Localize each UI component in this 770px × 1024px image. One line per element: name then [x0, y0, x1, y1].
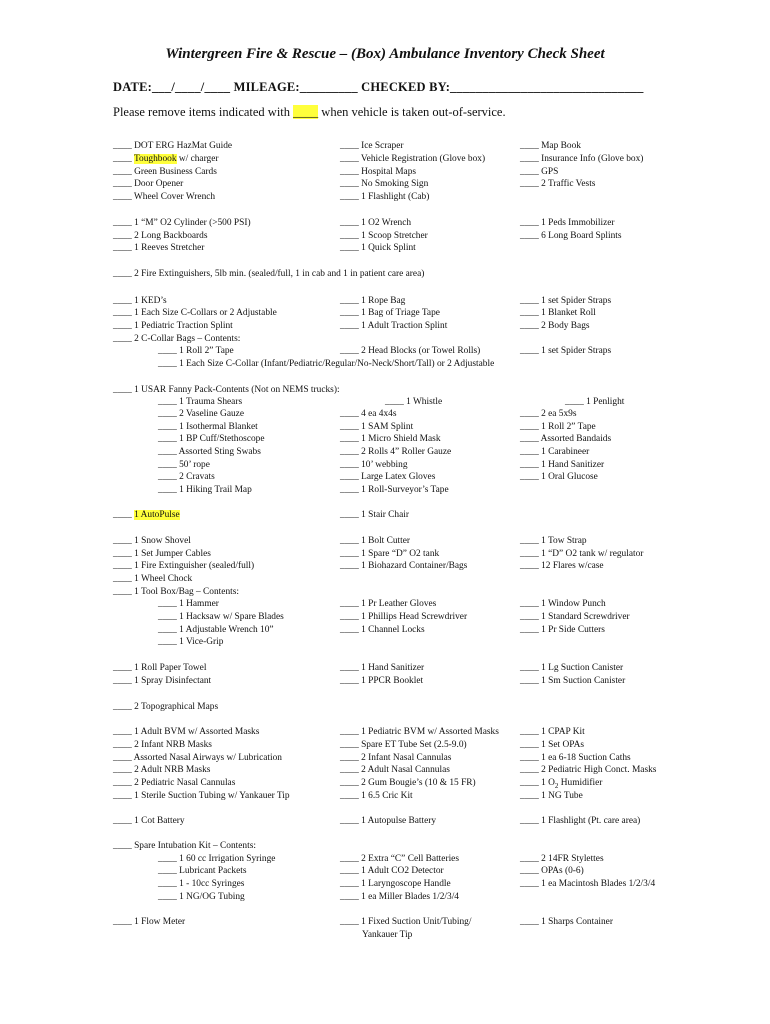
inventory-item	[158, 421, 258, 433]
inventory-item	[340, 560, 467, 572]
inventory-item	[520, 535, 587, 547]
item-text: ____ 1 Autopulse Battery	[340, 816, 437, 826]
inventory-item	[520, 166, 558, 178]
item-text: ____ 2 Adult NRB Masks	[113, 765, 211, 775]
item-text: ____ 1 Fire Extinguisher (sealed/full)	[113, 561, 255, 571]
inventory-item	[340, 916, 471, 928]
inventory-item	[340, 408, 397, 420]
item-text: ____ 1 Roll 2” Tape	[520, 422, 596, 432]
inventory-item	[158, 878, 244, 890]
inventory-item	[340, 611, 467, 623]
item-text: ____ 2 14FR Stylettes	[520, 854, 604, 864]
item-text: ____ 1 Adult BVM w/ Assorted Masks	[113, 727, 260, 737]
inventory-item	[520, 624, 605, 636]
inventory-item	[340, 598, 436, 610]
inventory-item	[520, 764, 656, 776]
inventory-item	[340, 433, 441, 445]
inventory-item	[520, 140, 581, 152]
inventory-item	[113, 230, 208, 242]
inventory-item	[520, 790, 583, 802]
item-text: ____ 2 Fire Extinguishers, 5lb min. (sealed/full, 1 in cab and 1 in patient care area)	[113, 269, 425, 279]
item-text: ____ 1 Hacksaw w/ Spare Blades	[158, 612, 284, 622]
inventory-item	[113, 573, 192, 585]
item-text: ____ 1 Vice-Grip	[158, 637, 224, 647]
item-text: ____ 1 Lg Suction Canister	[520, 663, 624, 673]
inventory-item	[340, 535, 410, 547]
item-text: ____ 1 KED’s	[113, 296, 167, 306]
inventory-item	[340, 421, 413, 433]
item-text: ____ 1 Quick Splint	[340, 243, 416, 253]
inventory-item	[340, 217, 411, 229]
inventory-item	[340, 166, 416, 178]
inventory-item	[113, 701, 218, 713]
item-text: ____ 1 Cot Battery	[113, 816, 185, 826]
inventory-item	[113, 662, 206, 674]
inventory-item	[158, 459, 210, 471]
inventory-item	[385, 396, 442, 408]
item-text: ____ 1 Snow Shovel	[113, 536, 191, 546]
item-text: ____ 1 SAM Splint	[340, 422, 414, 432]
inventory-item	[158, 611, 284, 623]
item-text: ____ 1 Flow Meter	[113, 917, 186, 927]
item-text: ____ Map Book	[520, 141, 581, 151]
item-text: ____ Ice Scraper	[340, 141, 404, 151]
item-text: ____ Spare Intubation Kit – Contents:	[113, 841, 256, 851]
inventory-item	[113, 268, 424, 280]
inventory-item	[113, 509, 180, 521]
inventory-item	[158, 358, 494, 370]
inventory-item	[340, 153, 485, 165]
inventory-item	[158, 396, 242, 408]
inventory-item	[113, 586, 239, 598]
item-text: ____ 2 Long Backboards	[113, 231, 208, 241]
inventory-item	[113, 140, 232, 152]
inventory-item	[565, 396, 624, 408]
item-text: ____ 2 Rolls 4” Roller Gauze	[340, 447, 452, 457]
inventory-item	[113, 178, 183, 190]
item-text: ____ Green Business Cards	[113, 167, 217, 177]
item-text: ____ 12 Flares w/case	[520, 561, 604, 571]
inventory-item	[113, 840, 256, 852]
inventory-item	[340, 191, 429, 203]
inventory-item	[520, 307, 596, 319]
item-text: ____ 1 set Spider Straps	[520, 296, 612, 306]
item-text: ____ 1 Flashlight (Pt. care area)	[520, 816, 641, 826]
item-text: ____ 1 Reeves Stretcher	[113, 243, 205, 253]
item-text: ____ 1 Flashlight (Cab)	[340, 192, 430, 202]
item-text: ____ 2 Adult Nasal Cannulas	[340, 765, 450, 775]
inventory-item	[362, 929, 412, 941]
inventory-item	[520, 739, 584, 751]
inventory-item	[520, 853, 604, 865]
inventory-item	[340, 548, 439, 560]
item-text: ____ 1 Standard Screwdriver	[520, 612, 630, 622]
item-text: ____ 2 Pediatric High Conct. Masks	[520, 765, 657, 775]
item-text: ____ 1 Blanket Roll	[520, 308, 596, 318]
item-text: ____ Assorted Sting Swabs	[158, 447, 261, 457]
inventory-item	[158, 624, 274, 636]
item-text: ____ 1 Pr Leather Gloves	[340, 599, 437, 609]
inventory-item	[340, 624, 425, 636]
note-highlight-marker: ____	[293, 105, 319, 119]
inventory-item	[340, 446, 451, 458]
item-text: ____ 10’ webbing	[340, 460, 408, 470]
item-text: ____ 1 ea Macintosh Blades 1/2/3/4	[520, 879, 656, 889]
item-text: ____ 2 Topographical Maps	[113, 702, 219, 712]
item-text: ____ Door Opener	[113, 179, 184, 189]
item-text: ____ 1 ea Miller Blades 1/2/3/4	[340, 892, 459, 902]
item-text: ____ 1 “M” O2 Cylinder (>500 PSI)	[113, 218, 251, 228]
item-text: ____ 1 Phillips Head Screwdriver	[340, 612, 468, 622]
inventory-item	[113, 726, 259, 738]
item-text: ____ 2 Pediatric Nasal Cannulas	[113, 778, 236, 788]
inventory-item	[520, 178, 595, 190]
item-text: ____ 1 CPAP Kit	[520, 727, 585, 737]
inventory-item	[158, 345, 234, 357]
inventory-item	[113, 307, 277, 319]
item-text: ____ 1 Wheel Chock	[113, 574, 193, 584]
item-text: ____ 1 Pediatric Traction Splint	[113, 321, 233, 331]
inventory-item	[340, 178, 428, 190]
inventory-item	[520, 471, 598, 483]
note-prefix: Please remove items indicated with	[113, 105, 294, 119]
item-text: ____ 1 Adjustable Wrench 10”	[158, 625, 274, 635]
inventory-item	[520, 752, 631, 764]
item-text: ____ Insurance Info (Glove box)	[520, 154, 644, 164]
item-text: ____ 1 Set Jumper Cables	[113, 549, 211, 559]
item-text: ____	[113, 154, 134, 164]
inventory-item	[340, 815, 436, 827]
item-text: ____ 2 Extra “C” Cell Batteries	[340, 854, 459, 864]
item-text: ____ 2 Infant Nasal Cannulas	[340, 753, 452, 763]
inventory-item	[158, 471, 215, 483]
inventory-item	[113, 191, 215, 203]
item-text: ____ 1 Penlight	[565, 397, 625, 407]
item-text: ____ 1 Each Size C-Collar (Infant/Pediatric/Regular/No-Neck/Short/Tall) or 2 Adjustable	[158, 359, 495, 369]
inventory-item	[520, 230, 622, 242]
item-text: ____ 1 Sharps Container	[520, 917, 613, 927]
item-text: ____ 1 Bag of Triage Tape	[340, 308, 440, 318]
item-highlight: 1 AutoPulse	[134, 510, 180, 520]
inventory-item	[158, 598, 219, 610]
item-text: ____ 2 Gum Bougie’s (10 & 15 FR)	[340, 778, 476, 788]
inventory-item	[520, 408, 577, 420]
inventory-item	[340, 320, 447, 332]
item-text-suffix: Humidifier	[558, 778, 603, 788]
inventory-item	[158, 433, 265, 445]
inventory-item	[340, 662, 424, 674]
inventory-item	[158, 484, 252, 496]
item-text: ____ 1 Set OPAs	[520, 740, 584, 750]
inventory-item	[113, 752, 282, 764]
inventory-item	[158, 865, 247, 877]
item-text: ____ No Smoking Sign	[340, 179, 429, 189]
item-subscript: 2	[554, 781, 559, 790]
inventory-item	[113, 295, 167, 307]
item-text: ____ 2 Cravats	[158, 472, 215, 482]
inventory-item	[340, 307, 440, 319]
item-text: ____ 1 Oral Glucose	[520, 472, 598, 482]
item-text: ____ 1 Isothermal Blanket	[158, 422, 258, 432]
inventory-item	[340, 484, 449, 496]
item-text: ____ 1 Rope Bag	[340, 296, 406, 306]
item-text: ____ 1 Tow Strap	[520, 536, 587, 546]
item-text: ____ 1 Peds Immobilizer	[520, 218, 615, 228]
inventory-item	[340, 726, 499, 738]
inventory-item	[340, 471, 435, 483]
item-text: ____ 1 Trauma Shears	[158, 397, 243, 407]
inventory-item	[520, 153, 643, 165]
inventory-item	[520, 217, 615, 229]
item-text: ____ 1 Hammer	[158, 599, 219, 609]
item-text: ____ 1 Window Punch	[520, 599, 606, 609]
inventory-item	[113, 739, 212, 751]
item-text: ____ 1 Roll 2” Tape	[158, 346, 234, 356]
inventory-item	[520, 815, 640, 827]
inventory-item	[113, 166, 217, 178]
item-text: ____ 1 Fixed Suction Unit/Tubing/	[340, 917, 472, 927]
inventory-item	[340, 764, 450, 776]
item-text: ____ 50’ rope	[158, 460, 210, 470]
item-text: ____ 1 ea 6-18 Suction Caths	[520, 753, 631, 763]
item-text: ____ 1 Sterile Suction Tubing w/ Yankauer Tip	[113, 791, 290, 801]
inventory-item	[113, 675, 211, 687]
inventory-item	[158, 891, 245, 903]
inventory-item	[520, 345, 611, 357]
item-text: ____ 1 Scoop Stretcher	[340, 231, 428, 241]
inventory-item	[340, 140, 404, 152]
item-text: ____ 2 Body Bags	[520, 321, 590, 331]
item-text: ____ 1 Tool Box/Bag – Contents:	[113, 587, 239, 597]
inventory-item	[113, 815, 185, 827]
item-text: ____ 1 Laryngoscope Handle	[340, 879, 451, 889]
inventory-item	[340, 790, 413, 802]
item-text: ____ 1 Roll Paper Towel	[113, 663, 207, 673]
inventory-item	[520, 320, 590, 332]
page-title: Wintergreen Fire & Rescue – (Box) Ambulance Inventory Check Sheet	[165, 46, 605, 62]
inventory-item	[340, 752, 451, 764]
inventory-item	[340, 509, 409, 521]
item-text: ____ 1 Roll-Surveyor’s Tape	[340, 485, 449, 495]
inventory-item	[158, 408, 244, 420]
item-text: ____ DOT ERG HazMat Guide	[113, 141, 233, 151]
inventory-item	[340, 777, 476, 789]
item-text: ____ 1 Pr Side Cutters	[520, 625, 605, 635]
item-highlight: Toughbook	[133, 154, 177, 164]
inventory-item	[340, 459, 408, 471]
inventory-item	[520, 865, 584, 877]
item-text: ____ Vehicle Registration (Glove box)	[340, 154, 486, 164]
item-text: ____ Spare ET Tube Set (2.5-9.0)	[340, 740, 467, 750]
inventory-item	[520, 878, 655, 890]
item-text: ____ Hospital Maps	[340, 167, 417, 177]
inventory-item	[520, 675, 625, 687]
item-text: ____ 1 Each Size C-Collars or 2 Adjustable	[113, 308, 277, 318]
item-text: ____ GPS	[520, 167, 559, 177]
item-text: ____ 2 Traffic Vests	[520, 179, 596, 189]
inventory-item	[520, 662, 623, 674]
inventory-item	[520, 446, 589, 458]
item-text: ____ 1 Adult CO2 Detector	[340, 866, 444, 876]
item-text: ____ 1 Adult Traction Splint	[340, 321, 448, 331]
inventory-item	[340, 675, 423, 687]
inventory-item	[113, 790, 290, 802]
item-text: ____ 1 PPCR Booklet	[340, 676, 424, 686]
item-text: ____ 2 C-Collar Bags – Contents:	[113, 334, 241, 344]
inventory-item	[520, 548, 643, 560]
inventory-item	[113, 320, 233, 332]
inventory-item	[520, 459, 604, 471]
inventory-item	[340, 878, 451, 890]
inventory-item	[113, 548, 211, 560]
item-text: ____ 1 - 10cc Syringes	[158, 879, 245, 889]
inventory-item	[340, 853, 459, 865]
item-text: ____ 1 6.5 Cric Kit	[340, 791, 413, 801]
item-text: ____	[113, 510, 135, 520]
item-text: ____ 1 Sm Suction Canister	[520, 676, 626, 686]
item-text: ____ Assorted Bandaids	[520, 434, 612, 444]
inventory-item	[340, 739, 467, 751]
inventory-item	[113, 242, 204, 254]
note-suffix: when vehicle is taken out-of-service.	[318, 105, 506, 119]
inventory-item	[520, 598, 606, 610]
item-text: ____ 1 BP Cuff/Stethoscope	[158, 434, 265, 444]
item-text: ____ 1 Carabineer	[520, 447, 590, 457]
inventory-item	[340, 891, 459, 903]
item-text: ____ 1 O	[520, 778, 555, 788]
item-text: ____ 1 NG/OG Tubing	[158, 892, 245, 902]
item-text: ____ 1 Stair Chair	[340, 510, 410, 520]
inventory-item	[113, 384, 340, 396]
item-text: ____ 2 ea 5x9s	[520, 409, 577, 419]
item-text: ____ Wheel Cover Wrench	[113, 192, 216, 202]
item-text: ____ 1 Spray Disinfectant	[113, 676, 212, 686]
item-text: ____ 1 Spare “D” O2 tank	[340, 549, 440, 559]
inventory-item	[340, 242, 416, 254]
item-text: ____ 1 Hiking Trail Map	[158, 485, 252, 495]
inventory-item	[520, 726, 585, 738]
inventory-item	[113, 153, 219, 165]
item-text: ____ 2 Infant NRB Masks	[113, 740, 212, 750]
item-text-suffix: w/ charger	[176, 154, 219, 164]
inventory-item	[113, 560, 254, 572]
item-text: ____ 1 set Spider Straps	[520, 346, 612, 356]
inventory-item	[158, 853, 275, 865]
item-text: ____ Large Latex Gloves	[340, 472, 436, 482]
item-text: ____ 1 Hand Sanitizer	[340, 663, 425, 673]
inventory-item	[113, 777, 235, 789]
inventory-item	[113, 764, 210, 776]
header-fields: DATE:___/____/____ MILEAGE:_________ CHECKED BY:______________________________	[113, 80, 644, 94]
item-text: ____ Lubricant Packets	[158, 866, 247, 876]
item-text: Yankauer Tip	[362, 930, 413, 940]
item-text: ____ 1 Bolt Cutter	[340, 536, 411, 546]
inventory-item	[340, 230, 428, 242]
inventory-item	[113, 916, 185, 928]
item-text: ____ 1 Pediatric BVM w/ Assorted Masks	[340, 727, 499, 737]
item-text: ____ 1 Micro Shield Mask	[340, 434, 441, 444]
item-text: ____ 4 ea 4x4s	[340, 409, 397, 419]
inventory-item	[520, 421, 596, 433]
item-text: ____ 1 Biohazard Container/Bags	[340, 561, 468, 571]
item-text: ____ 1 60 cc Irrigation Syringe	[158, 854, 276, 864]
item-text: ____ 1 Channel Locks	[340, 625, 425, 635]
item-text: ____ 1 “D” O2 tank w/ regulator	[520, 549, 644, 559]
item-text: ____ 1 Hand Sanitizer	[520, 460, 605, 470]
inventory-item	[113, 217, 251, 229]
inventory-item	[113, 535, 191, 547]
inventory-item	[340, 345, 480, 357]
item-text: ____ 2 Vaseline Gauze	[158, 409, 244, 419]
item-text: ____ 6 Long Board Splints	[520, 231, 622, 241]
inventory-item	[520, 295, 611, 307]
item-text: ____ 1 Whistle	[385, 397, 443, 407]
inventory-item	[340, 295, 405, 307]
inventory-item	[520, 611, 630, 623]
inventory-item	[340, 865, 444, 877]
item-text: ____ 1 NG Tube	[520, 791, 583, 801]
instruction-note	[113, 105, 506, 120]
item-text: ____ 1 O2 Wrench	[340, 218, 412, 228]
item-text: ____ 1 USAR Fanny Pack-Contents (Not on NEMS trucks):	[113, 385, 340, 395]
inventory-item	[158, 446, 261, 458]
inventory-item	[520, 560, 604, 572]
inventory-item	[520, 433, 611, 445]
inventory-item	[520, 916, 613, 928]
inventory-item	[113, 333, 240, 345]
inventory-item	[158, 636, 223, 648]
item-text: ____ Assorted Nasal Airways w/ Lubrication	[113, 753, 282, 763]
item-text: ____ 2 Head Blocks (or Towel Rolls)	[340, 346, 481, 356]
item-text: ____ OPAs (0-6)	[520, 866, 584, 876]
